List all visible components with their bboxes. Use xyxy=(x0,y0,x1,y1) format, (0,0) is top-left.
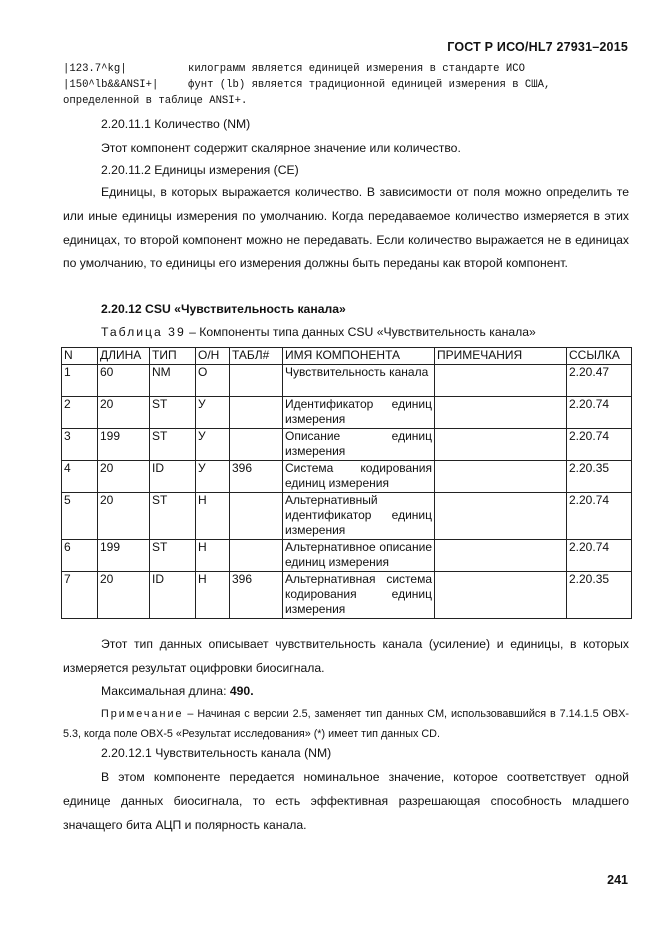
table-row xyxy=(62,493,632,540)
document-header: ГОСТ Р ИСО/HL7 27931–2015 xyxy=(447,40,628,54)
cell-notes xyxy=(435,429,567,461)
cell-component-name: Описание единиц измерения xyxy=(283,429,435,461)
cell-component-name: Альтернативный идентификатор единиц измерения xyxy=(283,493,435,540)
cell-table: 396 xyxy=(230,461,283,493)
code-segment: |123.7^kg| xyxy=(63,63,127,75)
section-heading-2-20-11-1: 2.20.11.1 Количество (NM) xyxy=(101,117,251,131)
cell-optionality: Н xyxy=(196,493,230,540)
cell-length: 60 xyxy=(98,365,150,397)
code-example xyxy=(63,61,623,109)
cell-notes xyxy=(435,397,567,429)
column-header: ПРИМЕЧАНИЯ xyxy=(435,348,567,365)
max-length-value: 490. xyxy=(229,684,254,698)
cell-type: ST xyxy=(150,493,196,540)
note-text: – Начиная с версии 2.5, заменяет тип данных CM, использовавшийся в 7.14.1.5 OBX-5.3, когда поле OBX-5 «Результат исследования» (*) имеет тип данных CD. xyxy=(63,708,629,740)
cell-reference: 2.20.74 xyxy=(567,397,632,429)
code-comment: фунт (lb) является традиционной единицей измерения в США, xyxy=(188,79,551,91)
table-caption xyxy=(101,325,536,339)
cell-reference: 2.20.74 xyxy=(567,493,632,540)
section-heading-2-20-11-2: 2.20.11.2 Единицы измерения (CE) xyxy=(101,163,299,177)
note-label: Примечание xyxy=(101,708,184,720)
column-header: ТИП xyxy=(150,348,196,365)
cell-type: ST xyxy=(150,540,196,572)
table-caption-text: – Компоненты типа данных CSU «Чувствительность канала» xyxy=(185,325,536,339)
cell-n: 1 xyxy=(62,365,98,397)
code-line-1 xyxy=(63,61,623,77)
cell-n: 5 xyxy=(62,493,98,540)
cell-length: 20 xyxy=(98,397,150,429)
column-header: ТАБЛ# xyxy=(230,348,283,365)
cell-notes xyxy=(435,461,567,493)
section-body-2-20-12-1: В этом компоненте передается номинальное значение, которое соответствует одной единице данных биосигнала, то есть эффективная разрешающая способность младшего значащего бита АЦП и полярность канала. xyxy=(63,770,629,832)
cell-optionality: О xyxy=(196,365,230,397)
max-length-label: Максимальная длина: xyxy=(101,684,230,698)
table-row xyxy=(62,461,632,493)
section-heading-2-20-12: 2.20.12 CSU «Чувствительность канала» xyxy=(101,302,346,316)
cell-notes xyxy=(435,572,567,619)
cell-table: 396 xyxy=(230,572,283,619)
cell-length: 199 xyxy=(98,429,150,461)
cell-reference: 2.20.35 xyxy=(567,461,632,493)
table-row xyxy=(62,540,632,572)
cell-type: ID xyxy=(150,461,196,493)
cell-reference: 2.20.35 xyxy=(567,572,632,619)
page-number: 241 xyxy=(607,873,628,887)
table-row xyxy=(62,397,632,429)
description-paragraph: Этот тип данных описывает чувствительность канала (усиление) и единицы, в которых измеряется результат оцифровки биосигнала. xyxy=(63,637,629,675)
table-row xyxy=(62,429,632,461)
cell-notes xyxy=(435,493,567,540)
cell-length: 20 xyxy=(98,572,150,619)
cell-optionality: Н xyxy=(196,540,230,572)
cell-component-name: Идентификатор единиц измерения xyxy=(283,397,435,429)
code-segment: |150^lb&&ANSI+| xyxy=(63,79,159,91)
cell-reference: 2.20.47 xyxy=(567,365,632,397)
section-heading-2-20-12-1: 2.20.12.1 Чувствительность канала (NM) xyxy=(101,746,332,760)
note xyxy=(63,704,629,744)
cell-type: ST xyxy=(150,397,196,429)
cell-n: 7 xyxy=(62,572,98,619)
section-body-2-20-11-1: Этот компонент содержит скалярное значение или количество. xyxy=(101,141,461,155)
max-length xyxy=(101,684,254,698)
cell-table xyxy=(230,397,283,429)
cell-component-name: Альтернативная система кодирования единиц измерения xyxy=(283,572,435,619)
column-header: ДЛИНА xyxy=(98,348,150,365)
cell-table xyxy=(230,493,283,540)
cell-optionality: Н xyxy=(196,572,230,619)
column-header: О/Н xyxy=(196,348,230,365)
column-header: ССЫЛКА xyxy=(567,348,632,365)
cell-notes xyxy=(435,365,567,397)
table-caption-label: Таблица 39 xyxy=(101,325,186,339)
cell-type: ST xyxy=(150,429,196,461)
column-header: N xyxy=(62,348,98,365)
cell-optionality: У xyxy=(196,397,230,429)
cell-n: 3 xyxy=(62,429,98,461)
cell-type: ID xyxy=(150,572,196,619)
cell-reference: 2.20.74 xyxy=(567,429,632,461)
cell-length: 20 xyxy=(98,493,150,540)
section-body-2-20-11-2: Единицы, в которых выражается количество. В зависимости от поля можно определить те или иные единицы измерения по умолчанию. Когда передаваемое количество измеряется в этих единицах, то второй компонент можно не передавать. Если количество выражается не в единицах по умолчанию, то единицы его измерения должны быть переданы как второй компонент. xyxy=(63,185,629,271)
table-row xyxy=(62,365,632,397)
cell-n: 6 xyxy=(62,540,98,572)
code-line-3 xyxy=(63,93,623,109)
cell-component-name: Система кодирования единиц измерения xyxy=(283,461,435,493)
cell-table xyxy=(230,429,283,461)
cell-n: 4 xyxy=(62,461,98,493)
cell-optionality: У xyxy=(196,461,230,493)
cell-component-name: Чувствительность канала xyxy=(283,365,435,397)
table-row xyxy=(62,572,632,619)
column-header: ИМЯ КОМПОНЕНТА xyxy=(283,348,435,365)
code-line-2 xyxy=(63,77,623,93)
cell-table xyxy=(230,365,283,397)
cell-length: 199 xyxy=(98,540,150,572)
cell-component-name: Альтернативное описание единиц измерения xyxy=(283,540,435,572)
code-comment: определенной в таблице ANSI+. xyxy=(63,95,248,107)
cell-reference: 2.20.74 xyxy=(567,540,632,572)
cell-length: 20 xyxy=(98,461,150,493)
code-comment: килограмм является единицей измерения в стандарте ИСО xyxy=(188,63,525,75)
components-table xyxy=(61,347,632,619)
table-header-row xyxy=(62,348,632,365)
cell-optionality: У xyxy=(196,429,230,461)
cell-n: 2 xyxy=(62,397,98,429)
cell-table xyxy=(230,540,283,572)
cell-notes xyxy=(435,540,567,572)
cell-type: NM xyxy=(150,365,196,397)
